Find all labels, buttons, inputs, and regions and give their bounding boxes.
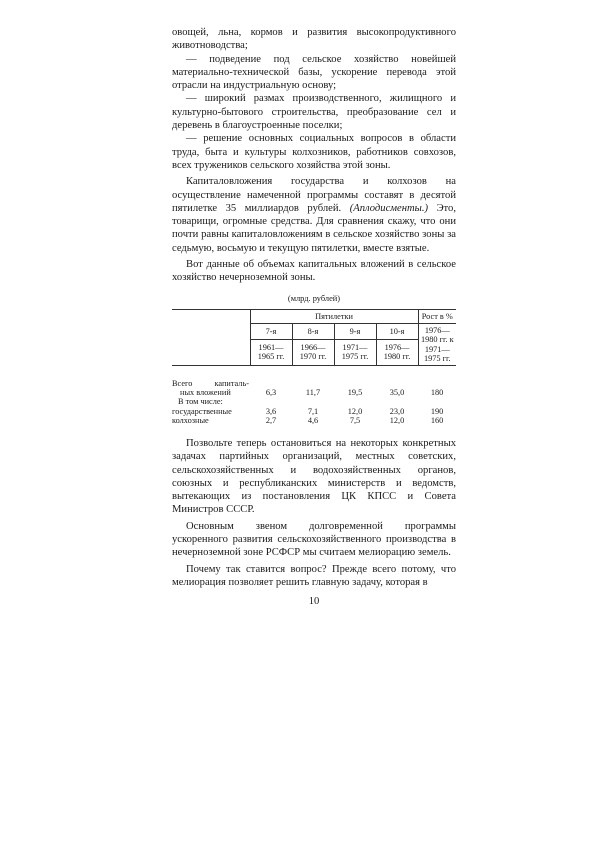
table-header-growth-note: 1976—1980 гг. к 1971—1975 гг.: [418, 324, 456, 366]
list-item-paragraph: — широкий размах производственного, жилищного и культурно-бытового строительства, преобразование сел и деревень в благоустроенные поселки;: [172, 93, 456, 132]
capital-investment-table: [172, 309, 456, 425]
table-cell-value: 23,0: [389, 406, 405, 416]
table-cell-value: 19,5: [347, 388, 363, 398]
table-cell-value: 7,1: [307, 406, 319, 416]
table-cell-value: 3,6: [265, 406, 277, 416]
applause-remark: (Аплодисменты.): [349, 202, 429, 214]
table-cell-growth: 160: [430, 415, 444, 425]
row-label: В том числе:: [178, 397, 223, 407]
table-row: [172, 416, 456, 425]
table-cell-growth: 180: [430, 388, 444, 398]
table-row: [172, 397, 456, 406]
table-corner-cell: [172, 309, 250, 365]
table-header-period: 10-я: [376, 324, 418, 340]
table-cell-value: 12,0: [347, 406, 363, 416]
table-cell-growth: 190: [430, 406, 444, 416]
paragraph: Позвольте теперь остановиться на некоторых конкретных задачах партийных организаций, местных советских, сельскохозяйственных и водохозяйственных органов, союзных и республиканских министерств и ведомств, вытекающих из постановления ЦК КПСС и Совета Министров СССР.: [172, 437, 456, 516]
table-header-period: 9-я: [334, 324, 376, 340]
row-label: Всего капиталь-: [172, 378, 249, 388]
table-header-period: 8-я: [292, 324, 334, 340]
list-item-paragraph: — решение основных социальных вопросов в области труда, быта и культуры колхозников, работников совхозов, всех тружеников сельского хозяйства этой зоны.: [172, 133, 456, 171]
table-cell-value: 7,5: [349, 415, 361, 425]
table-header-growth: Рост в %: [418, 309, 456, 323]
table-header-years: 1976—1980 гг.: [376, 339, 418, 365]
table-header-years: 1971—1975 гг.: [334, 339, 376, 365]
table-cell-value: 35,0: [389, 388, 405, 398]
paragraph: овощей, льна, кормов и развития высокопродуктивного животноводства;: [172, 27, 456, 52]
investment-comparison-text: Это, товарищи, огромные средства. Для сравнения скажу, что они почти равны капиталовложениям в сельское хозяйство зоны за седьмую, восьмую и текущую пятилетки, вместе взятые.: [172, 202, 456, 254]
row-label: колхозные: [172, 415, 209, 425]
table-header-five-year-plans: Пятилетки: [250, 309, 418, 323]
investment-paragraph: [172, 175, 456, 255]
table-cell-value: 4,6: [307, 415, 319, 425]
table-intro-paragraph: Вот данные об объемах капитальных вложений в сельское хозяйство нечерноземной зоны.: [172, 259, 456, 284]
paragraph: Основным звеном долговременной программы ускоренного развития сельскохозяйственного производства в нечерноземной зоне РСФСР мы считаем мелиорацию земель.: [172, 520, 456, 559]
table-cell-value: 12,0: [389, 415, 405, 425]
table-row: [172, 388, 456, 397]
page-body: [172, 26, 456, 609]
row-label: государственные: [172, 406, 232, 416]
investment-text: Капиталовложения государства и колхозов на осуществление намеченной программы составят в десятой пятилетке 35 миллиардов рублей.: [172, 176, 456, 214]
row-label: ных вложений: [180, 388, 231, 398]
table-row: [172, 407, 456, 416]
table-header-years: 1961—1965 гг.: [250, 339, 292, 365]
table-cell-value: 2,7: [265, 415, 277, 425]
table-header-period: 7-я: [250, 324, 292, 340]
paragraph: Почему так ставится вопрос? Прежде всего потому, что мелиорация позволяет решить главную задачу, которая в: [172, 563, 456, 588]
table-units-caption: (млрд. рублей): [287, 293, 341, 303]
list-item-paragraph: — подведение под сельское хозяйство новейшей материально-технической базы, ускорение перевода этой отрасли на индустриальную основу;: [172, 53, 456, 92]
table-row: [172, 365, 456, 388]
page-number: 10: [308, 596, 320, 608]
table-cell-value: 6,3: [265, 388, 277, 398]
table-cell-value: 11,7: [305, 388, 321, 398]
table-header-years: 1966—1970 гг.: [292, 339, 334, 365]
